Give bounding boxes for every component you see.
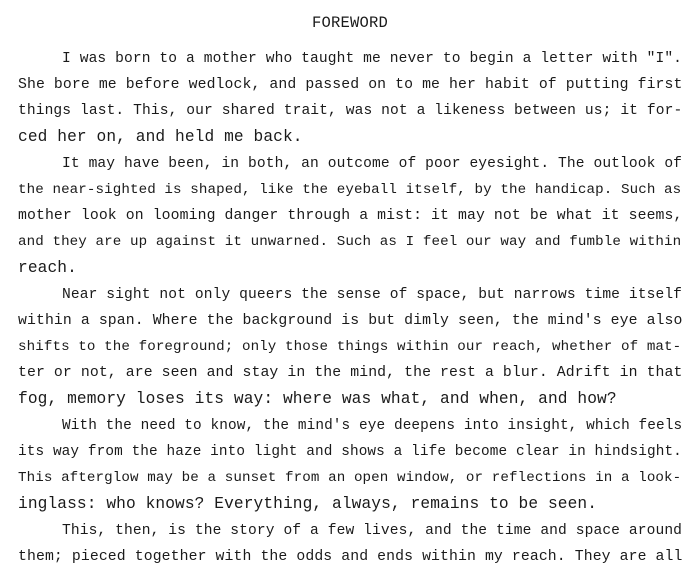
text-line-6: the near-sighted is shaped, like the eyeball itself, by the handicap. Such as [18,182,682,198]
text-line-13: ter or not, are seen and stay in the mind, the rest a blur. Adrift in that [18,365,683,381]
text-line-15: With the need to know, the mind's eye deepens into insight, which feels [62,418,683,434]
text-line-19: This, then, is the story of a few lives, and the time and space around [62,523,683,539]
text-line-4: ced her on, and held me back. [18,128,303,146]
text-line-17: This afterglow may be a sunset from an open window, or reflections in a look- [18,470,682,486]
text-line-8: and they are up against it unwarned. Such as I feel our way and fumble within [18,234,682,250]
text-line-5: It may have been, in both, an outcome of poor eyesight. The outlook of [62,156,683,172]
text-line-20: them; pieced together with the odds and ends within my reach. They are all [18,549,683,565]
text-line-9: reach. [18,259,77,277]
text-line-12: shifts to the foreground; only those things within our reach, whether of mat- [18,339,682,355]
page-title: FOREWORD [311,14,388,32]
text-line-18: inglass: who knows? Everything, always, remains to be seen. [18,495,598,513]
text-line-2: She bore me before wedlock, and passed on to me her habit of putting first [18,77,683,93]
text-line-16: its way from the haze into light and shows a life become clear in hindsight. [18,444,682,460]
text-line-14: fog, memory loses its way: where was what, and when, and how? [18,390,617,408]
text-line-11: within a span. Where the background is but dimly seen, the mind's eye also [18,313,683,329]
text-line-7: mother look on looming danger through a mist: it may not be what it seems, [18,208,683,224]
text-line-1: I was born to a mother who taught me never to begin a letter with "I". [62,51,683,67]
text-line-3: things last. This, our shared trait, was not a likeness between us; it for- [18,103,683,119]
text-line-10: Near sight not only queers the sense of space, but narrows time itself [62,287,683,303]
